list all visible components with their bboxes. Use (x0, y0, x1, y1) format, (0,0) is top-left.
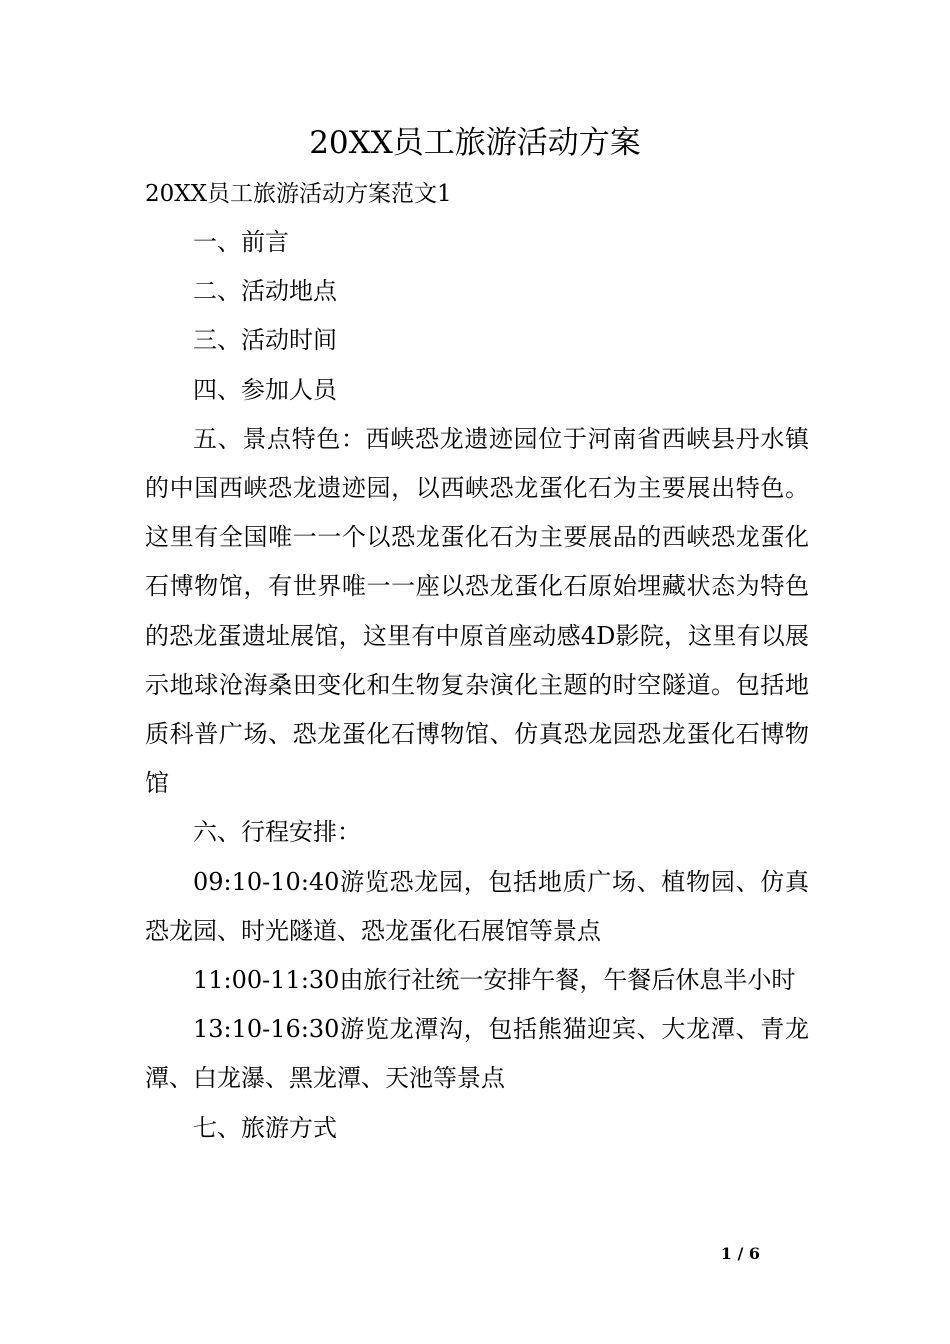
paragraph-attractions: 五、景点特色：西峡恐龙遗迹园位于河南省西峡县丹水镇的中国西峡恐龙遗迹园，以西峡恐龙蛋化石为主要展出特色。这里有全国唯一一个以恐龙蛋化石为主要展品的西峡恐龙蛋化石博物馆，有世界唯一一座以恐龙蛋化石原始埋藏状态为特色的恐龙蛋遗址展馆，这里有中原首座动感4D影院，这里有以展示地球沧海桑田变化和生物复杂演化主题的时空隧道。包括地质科普广场、恐龙蛋化石博物馆、仿真恐龙园恐龙蛋化石博物馆 (145, 424, 809, 798)
section-heading-participants: 四、参加人员 (193, 375, 337, 404)
itinerary-item-afternoon: 13:10-16:30游览龙潭沟，包括熊猫迎宾、大龙潭、青龙潭、白龙瀑、黑龙潭、天池等景点 (145, 1015, 809, 1093)
section-heading-travel-mode: 七、旅游方式 (193, 1113, 337, 1142)
itinerary-item-morning: 09:10-10:40游览恐龙园，包括地质广场、植物园、仿真恐龙园、时光隧道、恐龙蛋化石展馆等景点 (145, 867, 809, 945)
section-heading-location: 二、活动地点 (193, 277, 337, 306)
section-heading-time: 三、活动时间 (193, 326, 337, 355)
document-subtitle: 20XX员工旅游活动方案范文1 (145, 181, 452, 207)
section-heading-preface: 一、前言 (193, 228, 289, 256)
itinerary-item-lunch: 11:00-11:30由旅行社统一安排午餐，午餐后休息半小时 (193, 966, 796, 995)
document-body (145, 218, 809, 1153)
section-heading-itinerary: 六、行程安排： (193, 818, 361, 847)
page-number: 1 / 6 (720, 1244, 760, 1263)
document-title: 20XX员工旅游活动方案 (309, 125, 641, 161)
